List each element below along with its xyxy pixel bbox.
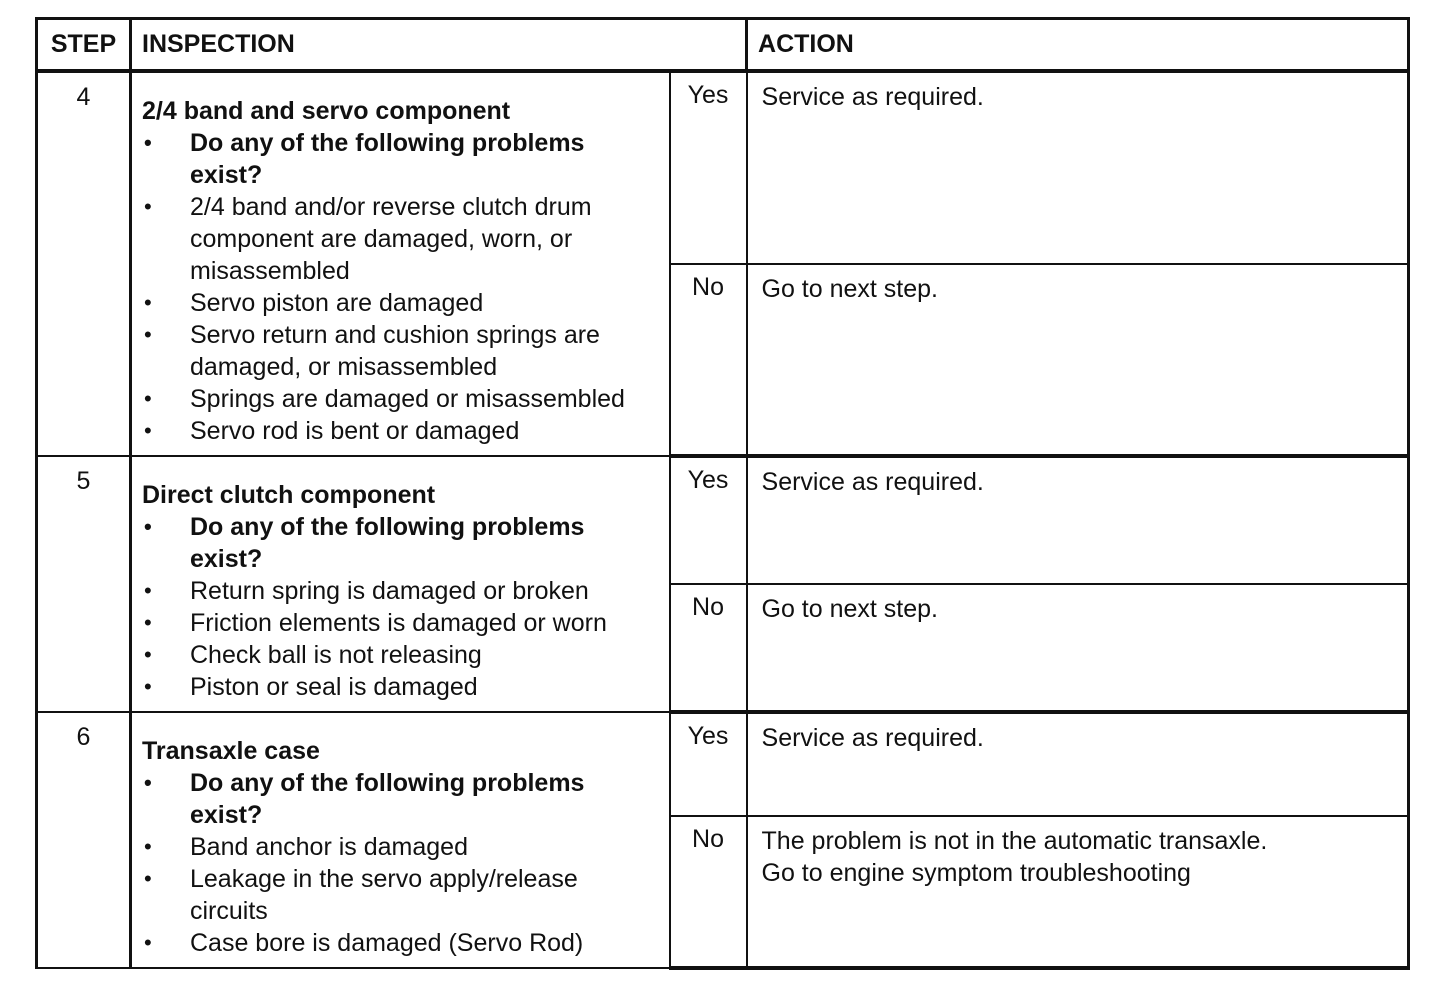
list-item bbox=[142, 671, 659, 703]
list-item bbox=[142, 863, 659, 927]
inspection-list bbox=[142, 767, 659, 959]
inspection-list bbox=[142, 127, 659, 447]
bullet-icon: • bbox=[144, 930, 152, 955]
question-text: Do any of the following problems exist? bbox=[190, 129, 585, 189]
bullet-icon: • bbox=[144, 290, 152, 315]
list-item-text: Return spring is damaged or broken bbox=[190, 577, 589, 605]
bullet-icon: • bbox=[144, 322, 152, 347]
bullet-icon: • bbox=[144, 514, 152, 539]
question-text: Do any of the following problems exist? bbox=[190, 513, 585, 573]
step-row-yes bbox=[37, 456, 1409, 584]
step-row-yes bbox=[37, 71, 1409, 264]
bullet-icon: • bbox=[144, 386, 152, 411]
bullet-icon: • bbox=[144, 418, 152, 443]
inspection-cell bbox=[131, 712, 670, 968]
inspection-cell bbox=[131, 456, 670, 712]
list-item-text: Leakage in the servo apply/release circuits bbox=[190, 865, 578, 925]
no-label: No bbox=[670, 264, 747, 457]
bullet-icon: • bbox=[144, 674, 152, 699]
inspection-question bbox=[142, 767, 659, 831]
list-item bbox=[142, 607, 659, 639]
inspection-cell bbox=[131, 71, 670, 456]
list-item bbox=[142, 639, 659, 671]
yes-label: Yes bbox=[670, 456, 747, 584]
header-action: ACTION bbox=[747, 19, 1409, 72]
list-item bbox=[142, 191, 659, 287]
bullet-icon: • bbox=[144, 642, 152, 667]
step-number: 5 bbox=[37, 456, 131, 712]
list-item-text: Servo return and cushion springs are damaged, or misassembled bbox=[190, 321, 600, 381]
list-item bbox=[142, 575, 659, 607]
no-action bbox=[747, 584, 1409, 712]
no-action-line: Go to next step. bbox=[761, 595, 939, 623]
list-item-text: Servo piston are damaged bbox=[190, 289, 484, 317]
bullet-icon: • bbox=[144, 194, 152, 219]
list-item-text: Check ball is not releasing bbox=[190, 641, 482, 669]
step-row-yes bbox=[37, 712, 1409, 816]
question-text: Do any of the following problems exist? bbox=[190, 769, 585, 829]
step-number: 4 bbox=[37, 71, 131, 456]
list-item-text: Band anchor is damaged bbox=[190, 833, 468, 861]
inspection-title: Direct clutch component bbox=[142, 481, 436, 509]
yes-label: Yes bbox=[670, 712, 747, 816]
header-step: STEP bbox=[37, 19, 131, 72]
bullet-icon: • bbox=[144, 866, 152, 891]
troubleshooting-table bbox=[35, 17, 1410, 970]
list-item bbox=[142, 415, 659, 447]
yes-label: Yes bbox=[670, 71, 747, 264]
list-item-text: Springs are damaged or misassembled bbox=[190, 385, 625, 413]
list-item bbox=[142, 831, 659, 863]
inspection-question bbox=[142, 127, 659, 191]
list-item-text: Case bore is damaged (Servo Rod) bbox=[190, 929, 584, 957]
yes-action: Service as required. bbox=[747, 71, 1409, 264]
header-inspection: INSPECTION bbox=[131, 19, 747, 72]
no-action-line: Go to next step. bbox=[761, 274, 939, 303]
no-label: No bbox=[670, 584, 747, 712]
bullet-icon: • bbox=[144, 610, 152, 635]
step-number: 6 bbox=[37, 712, 131, 968]
list-item-text: 2/4 band and/or reverse clutch drum component are damaged, worn, or misassembled bbox=[190, 193, 592, 285]
yes-action: Service as required. bbox=[747, 456, 1409, 584]
yes-action: Service as required. bbox=[747, 712, 1409, 816]
bullet-icon: • bbox=[144, 130, 152, 155]
inspection-question bbox=[142, 511, 659, 575]
list-item-text: Piston or seal is damaged bbox=[190, 673, 478, 701]
list-item-text: Friction elements is damaged or worn bbox=[190, 609, 607, 637]
bullet-icon: • bbox=[144, 834, 152, 859]
list-item bbox=[142, 319, 659, 383]
no-action-line: The problem is not in the automatic transaxle. bbox=[761, 826, 1268, 855]
list-item bbox=[142, 287, 659, 319]
no-action-line: Go to engine symptom troubleshooting bbox=[761, 858, 1191, 887]
list-item-text: Servo rod is bent or damaged bbox=[190, 417, 520, 445]
header-row bbox=[37, 19, 1409, 72]
inspection-list bbox=[142, 511, 659, 703]
no-action bbox=[747, 264, 1409, 457]
no-label: No bbox=[670, 816, 747, 968]
list-item bbox=[142, 927, 659, 959]
inspection-title: 2/4 band and servo component bbox=[142, 97, 511, 125]
bullet-icon: • bbox=[144, 770, 152, 795]
inspection-title: Transaxle case bbox=[142, 737, 320, 765]
bullet-icon: • bbox=[144, 578, 152, 603]
list-item bbox=[142, 383, 659, 415]
no-action bbox=[747, 816, 1409, 968]
